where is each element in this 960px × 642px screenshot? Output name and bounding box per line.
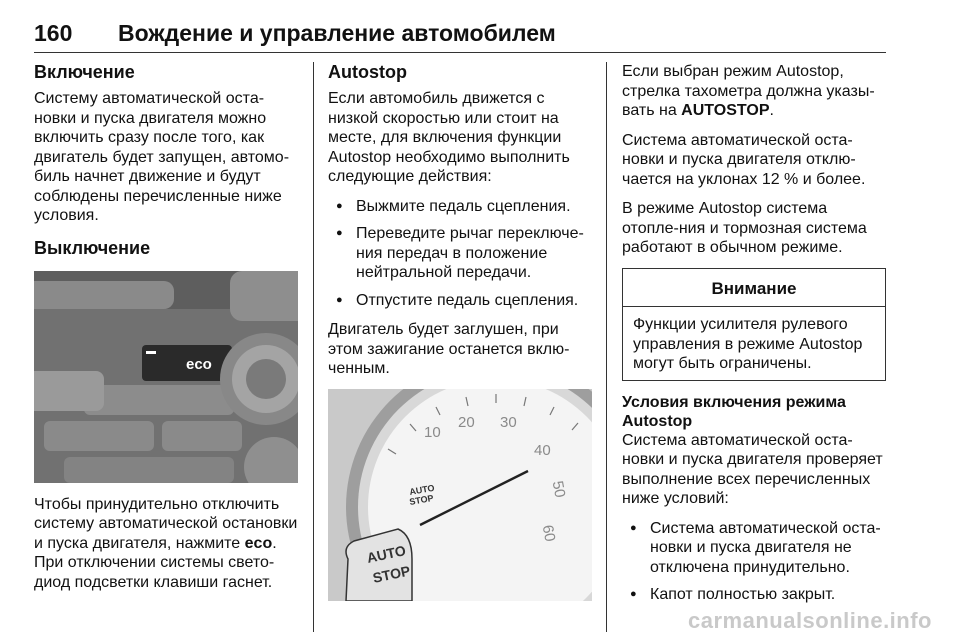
column-3 bbox=[622, 62, 886, 615]
column-1 bbox=[34, 62, 302, 602]
autostop-key: AUTOSTOP bbox=[681, 102, 770, 119]
column-divider-1 bbox=[313, 62, 314, 632]
autostop-zone-line1: AUTO bbox=[408, 482, 436, 497]
list-item: ● Выжмите педаль сцепления. bbox=[328, 197, 594, 217]
autostop-zone-line2: STOP bbox=[408, 492, 435, 507]
conditions-list bbox=[622, 519, 886, 605]
warning-body: Функции усилителя рулевого управления в режиме Autostop могут быть ограничены. bbox=[633, 316, 863, 372]
eco-label: eco bbox=[186, 355, 212, 373]
paragraph-autostop-intro: Если автомобиль движется с низкой скоростью или стоит на месте, для включения функции Autostop необходимо выполнить следующие действия: bbox=[328, 90, 570, 185]
heading-disable: Выключение bbox=[34, 237, 151, 258]
list-item: ● Капот полностью закрыт. bbox=[622, 585, 886, 605]
tick-label: 60 bbox=[538, 523, 559, 543]
list-item: ● Система автоматической оста-новки и пуска двигателя не отключена принудительно. bbox=[622, 519, 886, 578]
tick-label: 50 bbox=[548, 479, 569, 499]
list-item: ● Отпустите педаль сцепления. bbox=[328, 291, 594, 311]
paragraph-disable: Чтобы принудительно отключить систему автоматической остановки и пуска двигателя, нажмите eco. При отключении системы свето-диод подсветки клавиши гаснет. bbox=[34, 495, 298, 591]
tick-label: 40 bbox=[534, 441, 551, 459]
chapter-title: Вождение и управление автомобилем bbox=[118, 20, 556, 46]
tick-label: 30 bbox=[500, 413, 517, 431]
paragraph-conditions-intro: Система автоматической оста-новки и пуска двигателя проверяет выполнение всех перечисленных ниже условий: bbox=[622, 431, 883, 507]
heading-enable: Включение bbox=[34, 62, 135, 82]
heading-autostop: Autostop bbox=[328, 62, 407, 82]
paragraph-slope: Система автоматической оста-новки и пуска двигателя отклю-чается на уклонах 12 % и более. bbox=[622, 131, 866, 188]
paragraph-enable: Систему автоматической оста-новки и пуска двигателя можно включить сразу после того, как двигатель будет запущен, автомо-биль начнет движение и будут соблюдены перечисленные ниже условия. bbox=[34, 90, 290, 224]
paragraph-tacho: Если выбран режим Autostop, стрелка тахометра должна указы-вать на AUTOSTOP. bbox=[622, 63, 875, 119]
list-item: ● Переведите рычаг переключе-ния передач в положение нейтральной передачи. bbox=[328, 224, 594, 283]
eco-button-photo bbox=[34, 271, 298, 483]
callout-line2: STOP bbox=[371, 561, 412, 586]
column-divider-2 bbox=[606, 62, 607, 632]
warning-box bbox=[622, 268, 886, 381]
page-header bbox=[34, 18, 886, 53]
callout-line1: AUTO bbox=[365, 541, 408, 566]
paragraph-heating: В режиме Autostop система отопле-ния и тормозная система работают в обычном режиме. bbox=[622, 200, 867, 256]
tachometer-photo bbox=[328, 389, 592, 601]
watermark: carmanualsonline.info bbox=[688, 608, 932, 633]
tick-label: 10 bbox=[424, 423, 441, 441]
column-2 bbox=[328, 62, 594, 601]
warning-title: Внимание bbox=[623, 269, 885, 308]
eco-key: eco bbox=[244, 534, 273, 552]
autostop-steps bbox=[328, 197, 594, 311]
page-number: 160 bbox=[34, 20, 73, 46]
heading-conditions: Условия включения режима Autostop bbox=[622, 393, 846, 430]
tick-label: 20 bbox=[458, 413, 475, 431]
paragraph-autostop-result: Двигатель будет заглушен, при этом зажигание останется вклю-ченным. bbox=[328, 321, 570, 377]
